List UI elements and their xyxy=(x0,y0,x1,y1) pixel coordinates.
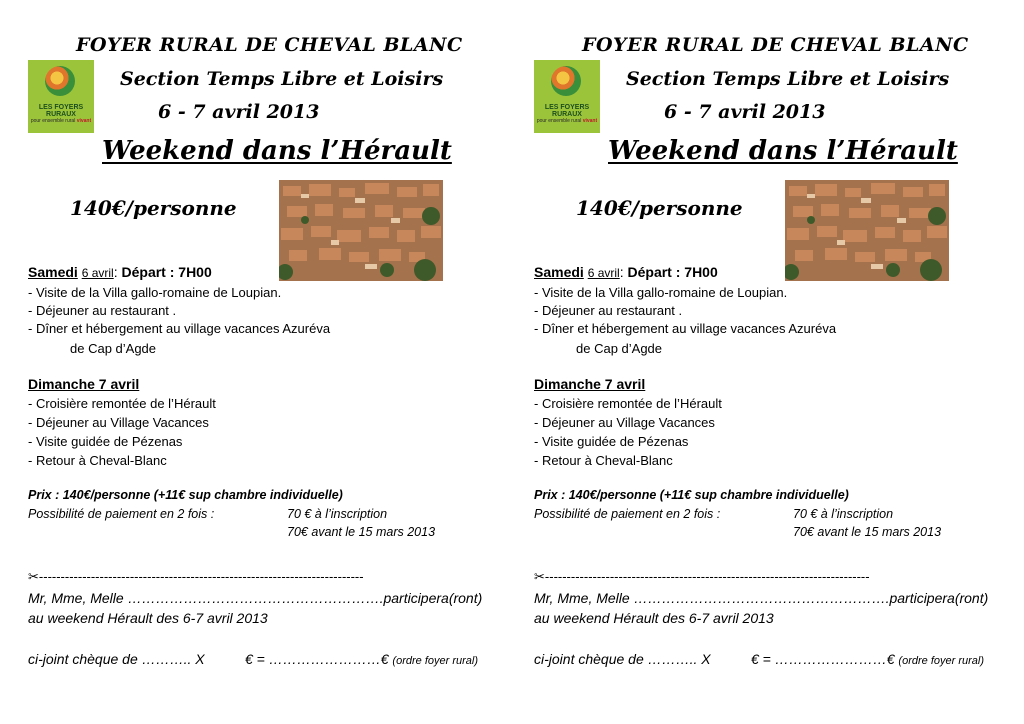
payment-installment-1: 70 € à l’inscription xyxy=(793,507,894,521)
form-event-line: au weekend Hérault des 6-7 avril 2013 xyxy=(534,610,774,626)
saturday-item: - Visite de la Villa gallo-romaine de Loupian. xyxy=(534,285,788,300)
foyers-ruraux-logo xyxy=(534,60,600,133)
flyer-title: FOYER RURAL DE CHEVAL BLANC xyxy=(582,34,969,56)
village-aerial-photo xyxy=(785,180,949,281)
sunday-item: - Croisière remontée de l’Hérault xyxy=(28,396,216,411)
flyer-title: FOYER RURAL DE CHEVAL BLANC xyxy=(76,34,463,56)
form-cheque: ci-joint chèque de ……….. X xyxy=(28,651,205,667)
payment-installment-2: 70€ avant le 15 mars 2013 xyxy=(287,525,436,539)
saturday-date: 6 avril xyxy=(81,266,114,280)
price-per-person: 140€/personne xyxy=(70,196,237,220)
form-name-line: Mr, Mme, Melle ……………………………………………….participera(ront) xyxy=(534,590,989,606)
event-dates: 6 - 7 avril 2013 xyxy=(158,101,320,123)
event-dates: 6 - 7 avril 2013 xyxy=(664,101,826,123)
sunday-header: Dimanche 7 avril xyxy=(534,376,646,392)
scissors-icon: ✂ xyxy=(28,569,39,584)
saturday-item: - Visite de la Villa gallo-romaine de Loupian. xyxy=(28,285,282,300)
saturday-day: Samedi xyxy=(534,264,584,280)
saturday-day: Samedi xyxy=(28,264,78,280)
sunday-item: - Retour à Cheval-Blanc xyxy=(534,453,673,468)
logo-emblem-icon xyxy=(551,66,581,96)
logo-brand: LES FOYERS RURAUX xyxy=(38,104,84,118)
logo-emblem-icon xyxy=(45,66,75,96)
saturday-item-continued: de Cap d’Agde xyxy=(70,341,157,356)
form-amount: € = ……………………€ (ordre foyer rural) xyxy=(245,651,478,667)
event-title: Weekend dans l’Hérault xyxy=(608,136,958,166)
saturday-item: - Dîner et hébergement au village vacances Azuréva xyxy=(534,321,837,336)
saturday-item: - Déjeuner au restaurant . xyxy=(534,303,683,318)
logo-brand: LES FOYERS RURAUX xyxy=(544,104,590,118)
payment-label: Possibilité de paiement en 2 fois : xyxy=(534,507,721,521)
form-order-note: (ordre foyer rural) xyxy=(392,655,478,667)
sunday-item: - Croisière remontée de l’Hérault xyxy=(534,396,722,411)
foyers-ruraux-logo xyxy=(28,60,94,133)
saturday-item: - Dîner et hébergement au village vacances Azuréva xyxy=(28,321,331,336)
scissors-icon: ✂ xyxy=(534,569,545,584)
price-details: Prix : 140€/personne (+11€ sup chambre individuelle) xyxy=(28,488,343,502)
form-order-note: (ordre foyer rural) xyxy=(898,655,984,667)
saturday-item: - Déjeuner au restaurant . xyxy=(28,303,177,318)
flyer-right xyxy=(506,0,1006,724)
saturday-header: Samedi 6 avril: Départ : 7H00 xyxy=(28,264,212,280)
payment-label: Possibilité de paiement en 2 fois : xyxy=(28,507,215,521)
price-per-person: 140€/personne xyxy=(576,196,743,220)
cut-line: ✂--------------------------------------------------------------------------- xyxy=(534,569,870,584)
form-name-line: Mr, Mme, Melle ……………………………………………….participera(ront) xyxy=(28,590,483,606)
sunday-item: - Déjeuner au Village Vacances xyxy=(534,415,715,430)
section-name: Section Temps Libre et Loisirs xyxy=(120,68,444,90)
logo-tagline: pour ensemble rural vivant xyxy=(30,118,92,124)
price-details: Prix : 140€/personne (+11€ sup chambre individuelle) xyxy=(534,488,849,502)
flyer-left xyxy=(0,0,500,724)
form-event-line: au weekend Hérault des 6-7 avril 2013 xyxy=(28,610,268,626)
cut-line: ✂--------------------------------------------------------------------------- xyxy=(28,569,364,584)
village-aerial-photo xyxy=(279,180,443,281)
section-name: Section Temps Libre et Loisirs xyxy=(626,68,950,90)
saturday-departure: Départ : 7H00 xyxy=(627,264,718,280)
sunday-item: - Visite guidée de Pézenas xyxy=(28,434,183,449)
sunday-item: - Déjeuner au Village Vacances xyxy=(28,415,209,430)
payment-installment-1: 70 € à l’inscription xyxy=(287,507,388,521)
saturday-header: Samedi 6 avril: Départ : 7H00 xyxy=(534,264,718,280)
saturday-departure: Départ : 7H00 xyxy=(121,264,212,280)
sunday-header: Dimanche 7 avril xyxy=(28,376,140,392)
saturday-date: 6 avril xyxy=(587,266,620,280)
form-cheque: ci-joint chèque de ……….. X xyxy=(534,651,711,667)
form-amount: € = ……………………€ (ordre foyer rural) xyxy=(751,651,984,667)
saturday-item-continued: de Cap d’Agde xyxy=(576,341,663,356)
event-title: Weekend dans l’Hérault xyxy=(102,136,452,166)
sunday-item: - Visite guidée de Pézenas xyxy=(534,434,689,449)
logo-tagline: pour ensemble rural vivant xyxy=(536,118,598,124)
sunday-item: - Retour à Cheval-Blanc xyxy=(28,453,167,468)
payment-installment-2: 70€ avant le 15 mars 2013 xyxy=(793,525,942,539)
